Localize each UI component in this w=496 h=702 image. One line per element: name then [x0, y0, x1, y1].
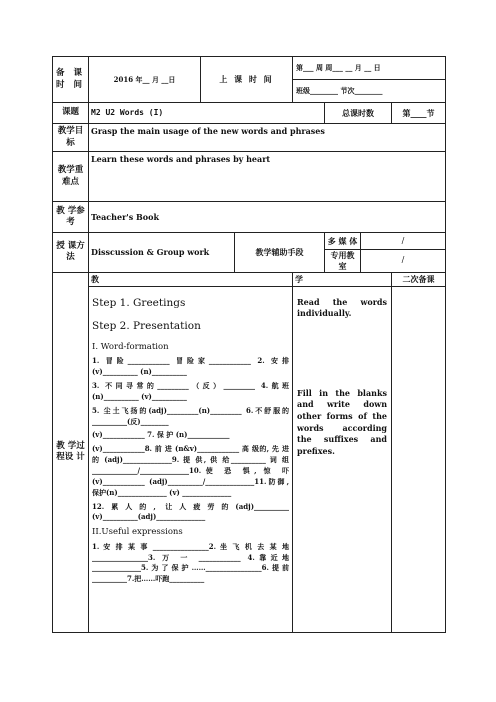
step-presentation: Step 2. Presentation	[92, 319, 201, 332]
section-useful-expressions: II.Useful expressions	[92, 527, 183, 538]
row-topic	[53, 103, 446, 124]
row-process-body	[53, 286, 446, 632]
row-prepared-time	[53, 57, 446, 103]
label-key-points: 教学重难点	[53, 152, 89, 202]
topic-value: M2 U2 Words (I)	[89, 103, 325, 124]
section-word-formation: I. Word-formation	[92, 341, 169, 352]
note-read-words: Read the words individually.	[297, 296, 388, 319]
exercise-line: (v)____________8. 前 进 (n&v)____________ 高 级的, 先 进 的 (adj)______________9. 提 供, 供 给__________ 词 组_____________/______________10.使 恐 惧, 惊 吓(v)____________ (adj)__________/______________11.防御, 保护(n)______________ (v) ______________	[92, 444, 290, 497]
classroom-value: /	[361, 250, 446, 273]
total-hours-value: 第____节	[392, 103, 446, 124]
teach-column	[89, 286, 293, 632]
row-goals	[53, 124, 446, 152]
exercise-line: 3. 不同寻常的_________（反）_________ 4.航班(n)__________ (v)__________	[92, 381, 290, 401]
exercise-line: 5. 尘土飞扬的(adj)_________(n)_________ 6.不舒服的__________(反)________	[92, 405, 290, 426]
row-reference	[53, 202, 446, 233]
step-greetings: Step 1. Greetings	[92, 296, 186, 309]
row-method-1	[53, 233, 446, 250]
row-key-points	[53, 152, 446, 202]
label-goals: 教学目标	[53, 124, 89, 152]
week-line: 第___ 周 周___ __ 月 __ 日	[293, 57, 445, 80]
lesson-plan-table	[52, 56, 446, 633]
col-learn: 学	[293, 272, 392, 286]
reference-value: Teacher's Book	[89, 202, 446, 233]
col-second-prep: 二次备课	[392, 272, 446, 286]
label-reference: 教 学参考	[53, 202, 89, 233]
method-value: Disscussion & Group work	[89, 233, 235, 273]
label-total-hours: 总课时数	[325, 103, 392, 124]
exercise-line: (v)____________ 7. 保 护 (n)____________	[92, 430, 230, 440]
key-points-value: Learn these words and phrases by heart	[89, 152, 446, 202]
label-prepared-time: 备 课 时 间	[53, 57, 89, 103]
note-fill-blanks: Fill in the blanks and write down other forms of the words according the suffixes and prefixes.	[297, 387, 388, 456]
label-classroom: 专用教室	[325, 250, 361, 273]
lesson-plan-sheet	[52, 56, 445, 626]
label-aids: 教学辅助手段	[235, 233, 325, 273]
label-class-time: 上 课 时 间	[201, 57, 293, 103]
class-time-cell	[293, 57, 446, 103]
prepared-time-value: 2016 年__ 月 __日	[89, 57, 201, 103]
label-method: 授 课方法	[53, 233, 89, 273]
row-process-header	[53, 272, 446, 286]
label-process: 教 学过 程设 计	[53, 272, 89, 632]
col-teach: 教	[89, 272, 293, 286]
second-prep-column	[392, 286, 446, 632]
class-line: 班级________ 节次________	[296, 86, 383, 95]
learn-column	[293, 286, 392, 632]
label-multimedia: 多 媒 体	[325, 233, 361, 250]
multimedia-value: /	[361, 233, 446, 250]
exercise-line: 1. 冒险____________ 冒险家____________ 2. 安排(v)__________ (n)__________	[92, 356, 290, 377]
exercise-line: 12.累人的, 让人疲劳的(adj)__________ (v)__________(adj)______________	[92, 501, 290, 522]
goals-value: Grasp the main usage of the new words and phrases	[89, 124, 446, 152]
label-topic: 课题	[53, 103, 89, 124]
expression-line: 1. 安 排 某 事 ________________2. 坐 飞 机 去 某 地 ________________3. 万 一 ____________ 4.靠近地______________5.为了保护……________________6.提前__________7.把……吓跑__________	[92, 541, 290, 584]
